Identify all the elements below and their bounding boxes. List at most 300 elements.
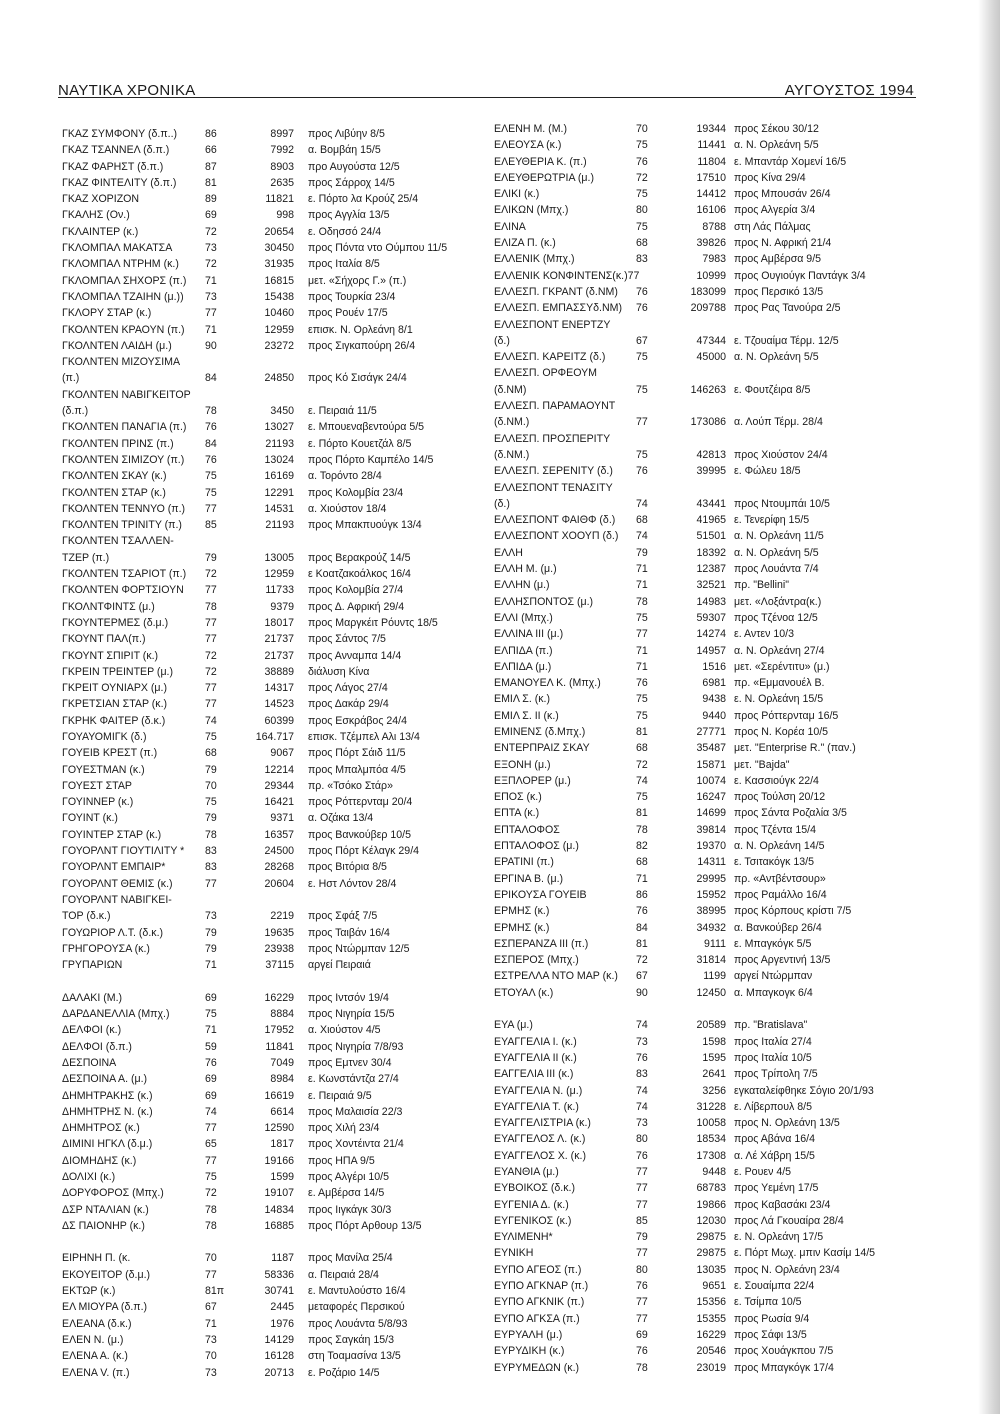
ship-entry xyxy=(62,485,462,501)
ship-name: ΓΚΡΕΤΣΙΑΝ ΣΤΑΡ (κ.) xyxy=(62,698,168,711)
ship-name: ΔΙΟΜΗΔΗΣ (κ.) xyxy=(62,1154,137,1167)
ship-status: προς Αλγερία 3/4 xyxy=(734,204,816,217)
build-year: 70 xyxy=(636,123,648,135)
tonnage: 14523 xyxy=(264,698,294,711)
build-year: 84 xyxy=(205,437,217,450)
ship-name: ΕΥΑΓΓΕΛΙΑ Τ. (κ.) xyxy=(494,1100,579,1113)
ship-entry xyxy=(62,1267,462,1283)
tonnage: 16128 xyxy=(264,1350,294,1363)
ship-name: ΓΚΑΖ ΤΣΑΝΝΕΛ (δ.π.) xyxy=(62,144,170,157)
ship-name: ΕΥΑΝΘΙΑ (μ.) xyxy=(494,1166,559,1178)
ship-status: προς Μπαλμπόα 4/5 xyxy=(308,763,406,776)
ship-name: ΕΡΜΗΣ (κ.) xyxy=(494,905,550,918)
build-year: 80 xyxy=(636,1263,648,1276)
ship-entry xyxy=(62,1071,462,1087)
ship-name: ΕΛΛΕΣΠΟΝΤ ΧΟΟΥΠ (δ.) xyxy=(494,530,619,543)
ship-status: προς Ιταλία 27/4 xyxy=(734,1035,812,1048)
ship-status: ε. Πειραιά 9/5 xyxy=(308,1089,372,1102)
tonnage: 9440 xyxy=(702,709,726,722)
build-year: 77 xyxy=(205,698,217,711)
ship-entry xyxy=(494,773,914,789)
ship-entry xyxy=(62,1153,462,1169)
ship-name: ΕΛΠΙΔΑ (μ.) xyxy=(494,660,552,673)
ship-entry xyxy=(494,594,914,610)
ship-status: προς Ιιγκάγκ 30/3 xyxy=(308,1203,392,1216)
build-year: 89 xyxy=(205,193,217,206)
build-year: 72 xyxy=(205,649,217,662)
ship-entry xyxy=(494,528,914,544)
ship-entry xyxy=(62,436,462,452)
ship-entry xyxy=(494,1066,914,1082)
ship-entry xyxy=(494,789,914,805)
ship-name: ΓΚΑΖ ΣΥΜΦΟΝΥ (δ.π..) xyxy=(62,128,178,140)
ship-name: ΓΚΟΛΝΤΕΝ ΣΙΜΙΖΟΥ (π.) xyxy=(62,453,185,466)
ship-entry xyxy=(494,300,914,316)
ship-entry xyxy=(62,191,462,207)
ship-status: πρ. "Bratislava" xyxy=(734,1019,808,1032)
tonnage: 3450 xyxy=(270,405,294,418)
ship-entry xyxy=(494,887,914,903)
ship-name: (δ.π.) xyxy=(62,405,89,418)
ship-entry xyxy=(62,207,462,223)
tonnage: 1595 xyxy=(702,1051,726,1064)
tonnage: 9448 xyxy=(702,1166,726,1178)
ship-status: α. Ν. Ορλεάνη 5/5 xyxy=(734,546,819,559)
tonnage: 14311 xyxy=(697,856,726,869)
ship-entry xyxy=(494,1083,914,1099)
build-year: 77 xyxy=(205,1268,217,1281)
tonnage: 7983 xyxy=(702,253,726,266)
ship-entry xyxy=(494,251,914,267)
ship-status: α. Ν. Ορλεάνη 14/5 xyxy=(734,840,825,853)
ship-entry xyxy=(494,968,914,984)
tonnage: 10058 xyxy=(696,1117,726,1130)
ship-name: ΓΚΟΛΝΤΕΝ ΣΤΑΡ (κ.) xyxy=(62,486,166,499)
magazine-title: ΝΑΥΤΙΚΑ ΧΡΟΝΙΚΑ xyxy=(58,82,196,99)
ship-name: ΕΛΕΝΑ Α. (κ.) xyxy=(62,1350,128,1363)
ship-entry xyxy=(62,566,462,582)
tonnage: 14834 xyxy=(264,1203,294,1216)
tonnage: 19344 xyxy=(696,123,726,135)
tonnage: 16229 xyxy=(264,991,294,1004)
tonnage: 29344 xyxy=(264,779,294,792)
ship-status: α. Οζάκα 13/4 xyxy=(308,812,374,825)
build-year: 74 xyxy=(636,530,648,543)
header-rule xyxy=(58,97,916,98)
tonnage: 27771 xyxy=(696,725,726,738)
ship-status: διάλυση Κίνα xyxy=(308,665,370,678)
ship-status: στη Τοαμασίνα 13/5 xyxy=(308,1350,401,1363)
ship-status: πρ. «Τσόκο Στάρ» xyxy=(308,779,393,792)
ship-entry xyxy=(62,354,462,370)
ship-entry xyxy=(62,224,462,240)
tonnage: 23019 xyxy=(696,1361,726,1374)
tonnage: 20604 xyxy=(264,877,294,890)
ship-status: επισκ. Ν. Ορλεάνη 8/1 xyxy=(308,323,413,336)
ship-name: ΓΚΟΛΝΤΕΝ ΝΑΒΙΓΚΕΙΤΟΡ xyxy=(62,388,191,401)
ship-name: ΕΛΙΝΑ xyxy=(494,220,526,233)
ship-name: ΕΡΙΚΟΥΣΑ ΓΟΥΕΙΒ xyxy=(494,888,587,901)
tonnage: 6981 xyxy=(702,677,726,690)
ship-entry xyxy=(494,365,914,381)
ship-name: ΔΕΣΠΟΙΝΑ xyxy=(62,1056,117,1069)
ship-name: ΔΙΜΙΝΙ ΗΓΚΛ (δ.μ.) xyxy=(62,1138,153,1151)
ship-name: ΓΟΥΙΝΤ (κ.) xyxy=(62,812,118,825)
ship-name: ΕΛΛΕΣΠ. ΕΜΠΑΣΣΥδ.ΝΜ) xyxy=(494,302,622,315)
tonnage: 8903 xyxy=(270,160,294,173)
build-year: 85 xyxy=(636,1214,648,1227)
build-year: 70 xyxy=(205,1252,217,1265)
build-year: 69 xyxy=(205,209,217,222)
ship-entry xyxy=(62,1283,462,1299)
build-year: 77 xyxy=(205,633,217,646)
build-year: 83 xyxy=(205,845,217,858)
ship-entry xyxy=(494,952,914,968)
ship-name: ΕΝΤΕΡΠΡΑΙΖ ΣΚΑΥ xyxy=(494,742,590,755)
ship-name: ΕΜΙΛ Σ. II (κ.) xyxy=(494,709,559,722)
ship-status: α. Λέ Χάβρη 15/5 xyxy=(734,1149,815,1162)
ship-entry xyxy=(62,1316,462,1332)
ship-name: ΕΥΝΙΚΗ xyxy=(494,1247,534,1260)
ship-entry xyxy=(62,305,462,321)
build-year: 76 xyxy=(205,421,217,434)
build-year: 77 xyxy=(636,1312,648,1325)
build-year: 79 xyxy=(205,551,217,564)
build-year: 77 xyxy=(636,1296,648,1309)
ship-entry xyxy=(494,1034,914,1050)
ship-entry xyxy=(494,740,914,756)
ship-entry xyxy=(494,447,914,463)
ship-status: προς Κόρπους κρίστι 7/5 xyxy=(734,905,852,918)
ship-status: ε. Πειραιά 11/5 xyxy=(308,405,377,418)
tonnage: 19370 xyxy=(696,840,726,853)
ship-status: προς Πόρτ Αρθουρ 13/5 xyxy=(308,1219,422,1232)
tonnage: 14983 xyxy=(696,595,726,608)
ship-status: προς Ν. Ορλεάνη 13/5 xyxy=(734,1117,840,1130)
tonnage: 12590 xyxy=(264,1122,294,1135)
tonnage: 13035 xyxy=(696,1263,726,1276)
ship-entry xyxy=(494,1343,914,1359)
build-year: 90 xyxy=(205,339,217,352)
ship-name: ΕΛ ΜΙΟΥΡΑ (δ.π.) xyxy=(62,1301,148,1314)
ship-status: προς Πόρτ Σάιδ 11/5 xyxy=(308,747,406,760)
ship-entry xyxy=(494,561,914,577)
tonnage: 16357 xyxy=(264,828,294,841)
ship-entry xyxy=(62,794,462,810)
ship-name: ΓΟΥΩΡΙΟΡ Λ.Τ. (δ.κ.) xyxy=(62,926,164,939)
ship-entry xyxy=(62,990,462,1006)
build-year: 75 xyxy=(205,470,217,483)
tonnage: 24850 xyxy=(264,372,294,385)
tonnage: 1976 xyxy=(270,1317,294,1330)
ship-status: α. Χιούστον 18/4 xyxy=(308,502,387,515)
tonnage: 15438 xyxy=(264,290,294,303)
tonnage: 146263 xyxy=(690,383,726,396)
ship-status: προς Τζέντα 15/4 xyxy=(734,823,816,836)
tonnage: 14531 xyxy=(264,502,294,515)
ship-status: προς Λιβύην 8/5 xyxy=(308,128,385,140)
ship-name: ΕΜΑΝΟΥΕΛ Κ. (Μπχ.) xyxy=(494,677,601,690)
ship-entry xyxy=(494,936,914,952)
ship-entry xyxy=(62,648,462,664)
build-year: 73 xyxy=(205,1333,217,1346)
tonnage: 12959 xyxy=(264,568,294,581)
ship-status: προς Τούλση 20/12 xyxy=(734,791,826,804)
build-year: 67 xyxy=(205,1301,217,1314)
ship-entry xyxy=(62,1120,462,1136)
build-year: 75 xyxy=(205,1171,217,1183)
build-year: 71 xyxy=(636,644,648,657)
tonnage: 1817 xyxy=(270,1138,294,1151)
tonnage: 15871 xyxy=(696,758,726,771)
tonnage: 9371 xyxy=(270,812,294,825)
ship-status: προς Ουγιούγκ Παντάγκ 3/4 xyxy=(734,269,866,282)
build-year: 69 xyxy=(205,1073,217,1086)
ship-entry xyxy=(494,480,914,496)
ship-status: προς Ιταλία 10/5 xyxy=(734,1051,812,1064)
ship-name: ΓΚΡΕΙΤ ΟΥΝΙΑΡΧ (μ.) xyxy=(62,682,168,695)
ship-name: ΕΥΑΓΓΕΛΟΣ Χ. (κ.) xyxy=(494,1149,586,1162)
issue-date: ΑΥΓΟΥΣΤΟΣ 1994 xyxy=(784,82,914,99)
ship-name: ΓΚΑΛΗΣ (Ον.) xyxy=(62,209,130,222)
ship-name: ΓΚΛΟΡΥ ΣΤΑΡ (κ.) xyxy=(62,307,152,320)
build-year: 75 xyxy=(636,383,648,396)
ship-status: αργεί Ντώρμπαν xyxy=(734,970,813,983)
section-gap xyxy=(62,973,462,989)
tonnage: 21737 xyxy=(264,633,294,646)
ship-name: ΓΚΟΛΝΤΕΝ ΤΣΑΛΛΕΝ- xyxy=(62,535,174,548)
build-year: 83 xyxy=(205,861,217,874)
build-year: 74 xyxy=(636,1019,648,1032)
ship-entry xyxy=(62,175,462,191)
ship-name: ΕΥΠΟ ΑΓΚΣΑ (π.) xyxy=(494,1312,580,1325)
ship-name: ΕΥΒΟΙΚΟΣ (δ.κ.) xyxy=(494,1182,575,1195)
ship-status: προς Κό Σισάγκ 24/4 xyxy=(308,372,407,385)
tonnage: 51501 xyxy=(696,530,726,543)
tonnage: 14317 xyxy=(264,682,294,695)
build-year: 75 xyxy=(205,1008,217,1021)
ship-entry xyxy=(62,843,462,859)
ship-status: α. Ν. Ορλεάνη 5/5 xyxy=(734,351,819,364)
ship-entry xyxy=(494,268,914,284)
ship-name: ΕΡΓΙΝΑ Β. (μ.) xyxy=(494,872,564,885)
build-year: 75 xyxy=(636,693,648,706)
build-year: 81π xyxy=(205,1285,225,1298)
build-year: 75 xyxy=(636,351,648,364)
ship-name: ΕΠΤΑΛΟΦΟΣ xyxy=(494,823,560,836)
ship-status: προς Μπουσάν 26/4 xyxy=(734,188,831,201)
build-year: 75 xyxy=(636,448,648,461)
build-year: 79 xyxy=(205,942,217,955)
ship-entry xyxy=(62,1250,462,1266)
ship-entry xyxy=(494,577,914,593)
build-year: 78 xyxy=(205,1219,217,1232)
ship-entry xyxy=(62,1104,462,1120)
ship-name: ΔΗΜΗΤΡΟΣ (κ.) xyxy=(62,1122,140,1135)
ship-entry xyxy=(494,1245,914,1261)
tonnage: 1516 xyxy=(702,660,726,673)
build-year: 75 xyxy=(205,796,217,809)
ship-name: ΓΟΥΟΡΛΝΤ ΓΙΟΥΤΙΛΙΤΥ * xyxy=(62,845,185,858)
ship-name: ΓΚΟΛΝΤΕΝ ΚΡΑΟΥΝ (π.) xyxy=(62,323,185,336)
tonnage: 11733 xyxy=(265,584,294,597)
tonnage: 3256 xyxy=(702,1084,726,1097)
build-year: 78 xyxy=(205,405,217,418)
ship-status: προς Ν. Κορέα 10/5 xyxy=(734,725,829,738)
ship-status: ε. Τσιτακόγκ 13/5 xyxy=(734,856,814,869)
build-year: 72 xyxy=(636,954,648,967)
tonnage: 1187 xyxy=(271,1252,294,1265)
ship-status: προς Κολομβία 27/4 xyxy=(308,584,404,597)
ship-name: ΕΛΕΥΘΕΡΙΑ Κ. (π.) xyxy=(494,155,587,168)
ship-status: ε. Ηστ Λόντον 28/4 xyxy=(308,877,397,890)
tonnage: 2445 xyxy=(270,1301,294,1314)
build-year: 73 xyxy=(205,910,217,923)
ship-entry xyxy=(494,805,914,821)
ship-status: ε. Πόρτο Κουετζάλ 8/5 xyxy=(308,437,412,450)
ship-status: προς Περσικό 13/5 xyxy=(734,285,824,298)
ship-status: προς Σέκου 30/12 xyxy=(734,123,819,135)
ship-name: ΕΛΛΗΝ (μ.) xyxy=(494,579,550,592)
tonnage: 15355 xyxy=(696,1312,726,1325)
tonnage: 39814 xyxy=(696,823,726,836)
ship-entry xyxy=(494,431,914,447)
ship-name: ΓΚΟΥΝΤ ΣΠΙΡΙΤ (κ.) xyxy=(62,649,159,662)
build-year: 72 xyxy=(205,665,217,678)
ship-name: ΓΚΟΥΝΤΕΡΜΕΣ (δ.μ.) xyxy=(62,616,169,629)
build-year: 76 xyxy=(636,1051,648,1064)
build-year: 71 xyxy=(205,959,217,972)
ship-name: ΓΟΥΑΥΟΜΙΓΚ (δ.) xyxy=(62,730,147,743)
ship-entry xyxy=(62,745,462,761)
tonnage: 10460 xyxy=(264,307,294,320)
ship-status: προς Καβασάκι 23/4 xyxy=(734,1198,831,1211)
ship-status: ε. Μπαντάρ Χομενί 16/5 xyxy=(734,155,847,168)
ship-status: προς Δακάρ 29/4 xyxy=(308,698,389,711)
ship-entry xyxy=(62,1039,462,1055)
ship-entry xyxy=(62,827,462,843)
tonnage: 12291 xyxy=(264,486,294,499)
tonnage: 59307 xyxy=(696,611,726,624)
page-edge-shadow xyxy=(978,0,1000,1414)
ship-entry xyxy=(62,256,462,272)
build-year: 73 xyxy=(636,1035,648,1048)
tonnage: 68783 xyxy=(696,1182,726,1195)
ship-entry xyxy=(494,985,914,1001)
ship-status: α. Μπαγκογκ 6/4 xyxy=(734,986,813,999)
tonnage: 32521 xyxy=(696,579,726,592)
build-year: 68 xyxy=(636,742,648,755)
build-year: 77 xyxy=(205,682,217,695)
ship-status: προς Μαργκέιτ Ρόυντς 18/5 xyxy=(308,616,438,629)
build-year: 74 xyxy=(636,497,648,510)
build-year: 77 xyxy=(205,1154,217,1167)
ship-status: ε. Ν. Ορλεάνη 15/5 xyxy=(734,693,824,706)
ship-entry xyxy=(494,1180,914,1196)
ship-entry xyxy=(494,496,914,512)
ship-name: ΕΛΙΚΩΝ (Μπχ.) xyxy=(494,204,569,217)
ship-name: ΕΛΕΥΘΕΡΩΤΡΙΑ (μ.) xyxy=(494,171,594,184)
build-year: 73 xyxy=(205,242,217,255)
ship-entry xyxy=(494,920,914,936)
ship-status: ε. Κωνστάντζα 27/4 xyxy=(308,1073,399,1086)
ship-status: προς Κίνα 29/4 xyxy=(734,171,806,184)
ship-status: ε. Αντεν 10/3 xyxy=(734,628,794,641)
build-year: 69 xyxy=(205,1089,217,1102)
ship-name: ΓΚΑΖ ΧΟΡΙΖΟΝ xyxy=(62,193,140,206)
ship-entry xyxy=(494,1294,914,1310)
tonnage: 30450 xyxy=(264,242,294,255)
ship-entry xyxy=(494,1017,914,1033)
ship-name: ΓΚΟΛΝΤΕΝ ΜΙΖΟΥΣΙΜΑ xyxy=(62,356,181,369)
ship-name: ΤΖΕΡ (π.) xyxy=(62,551,110,564)
build-year: 80 xyxy=(636,204,648,217)
ship-name: ΓΚΛΟΜΠΑΛ ΝΤΡΗΜ (κ.) xyxy=(62,258,179,271)
ship-status: ε. Τσίμπα 10/5 xyxy=(734,1296,802,1309)
ship-status: προς Χοντέιντα 21/4 xyxy=(308,1138,404,1151)
build-year: 77 xyxy=(205,1122,217,1135)
build-year: 76 xyxy=(636,1345,648,1358)
ship-name: ΕΥΑΓΓΕΛΙΑ Ν. (μ.) xyxy=(494,1084,583,1097)
ship-entry xyxy=(62,941,462,957)
tonnage: 12030 xyxy=(696,1214,726,1227)
tonnage: 1598 xyxy=(702,1035,726,1048)
tonnage: 39995 xyxy=(696,465,726,478)
tonnage: 39826 xyxy=(696,237,726,250)
tonnage: 7049 xyxy=(270,1056,294,1069)
ship-name: ΔΑΡΔΑΝΕΛΛΙΑ (Μπχ.) xyxy=(62,1008,170,1021)
ship-entry xyxy=(494,708,914,724)
build-year: 71 xyxy=(636,579,648,592)
ship-name: ΓΚΟΛΝΤΕΝ ΛΑΙΔΗ (μ.) xyxy=(62,339,172,352)
build-year: 78 xyxy=(636,1361,648,1374)
ship-entry xyxy=(494,854,914,870)
build-year: 71 xyxy=(636,872,648,885)
ship-status: προς ΗΠΑ 9/5 xyxy=(308,1154,375,1167)
tonnage: 29995 xyxy=(696,872,726,885)
ship-status: α. Ν. Ορλεάνη 5/5 xyxy=(734,139,819,152)
tonnage: 16169 xyxy=(264,470,294,483)
ship-status: προς Τουρκία 23/4 xyxy=(308,290,396,303)
ship-entry xyxy=(494,724,914,740)
ship-name: ΕΛΛΙ (Μπχ.) xyxy=(494,611,553,624)
ship-name: ΕΥΑΓΓΕΛΙΑ Ι. (κ.) xyxy=(494,1035,577,1048)
ship-name: ΓΚΑΖ ΦΑΡΗΣΤ (δ.π.) xyxy=(62,160,164,173)
ship-name: ΕΥΓΕΝΙΑ Δ. (κ.) xyxy=(494,1198,569,1211)
ship-name: ΕΛΕΝΗ Μ. (Μ.) xyxy=(494,123,567,135)
ship-name: ΔΟΛΙΧΙ (κ.) xyxy=(62,1171,116,1183)
ship-name: ΤΟΡ (δ.κ.) xyxy=(62,910,111,923)
build-year: 75 xyxy=(636,220,648,233)
build-year: 76 xyxy=(205,1056,217,1069)
build-year: 69 xyxy=(205,991,217,1004)
ship-name: ΔΟΡΥΦΟΡΟΣ (Μπχ.) xyxy=(62,1187,164,1200)
tonnage: 11441 xyxy=(697,139,726,152)
ship-status: ε. Ρουεν 4/5 xyxy=(734,1166,792,1178)
build-year: 78 xyxy=(636,823,648,836)
ship-entry xyxy=(62,582,462,598)
build-year: 75 xyxy=(636,709,648,722)
tonnage: 16619 xyxy=(264,1089,294,1102)
tonnage: 12959 xyxy=(264,323,294,336)
ship-entry xyxy=(62,468,462,484)
ship-status: ε. Σουαίμπα 22/4 xyxy=(734,1280,815,1293)
tonnage: 11821 xyxy=(265,193,294,206)
ship-name: ΕΛΛΕΣΠΟΝΤ ΦΑΙΘΦ (δ.) xyxy=(494,514,616,527)
tonnage: 45000 xyxy=(696,351,726,364)
build-year: 78 xyxy=(205,1203,217,1216)
build-year: 78 xyxy=(205,828,217,841)
